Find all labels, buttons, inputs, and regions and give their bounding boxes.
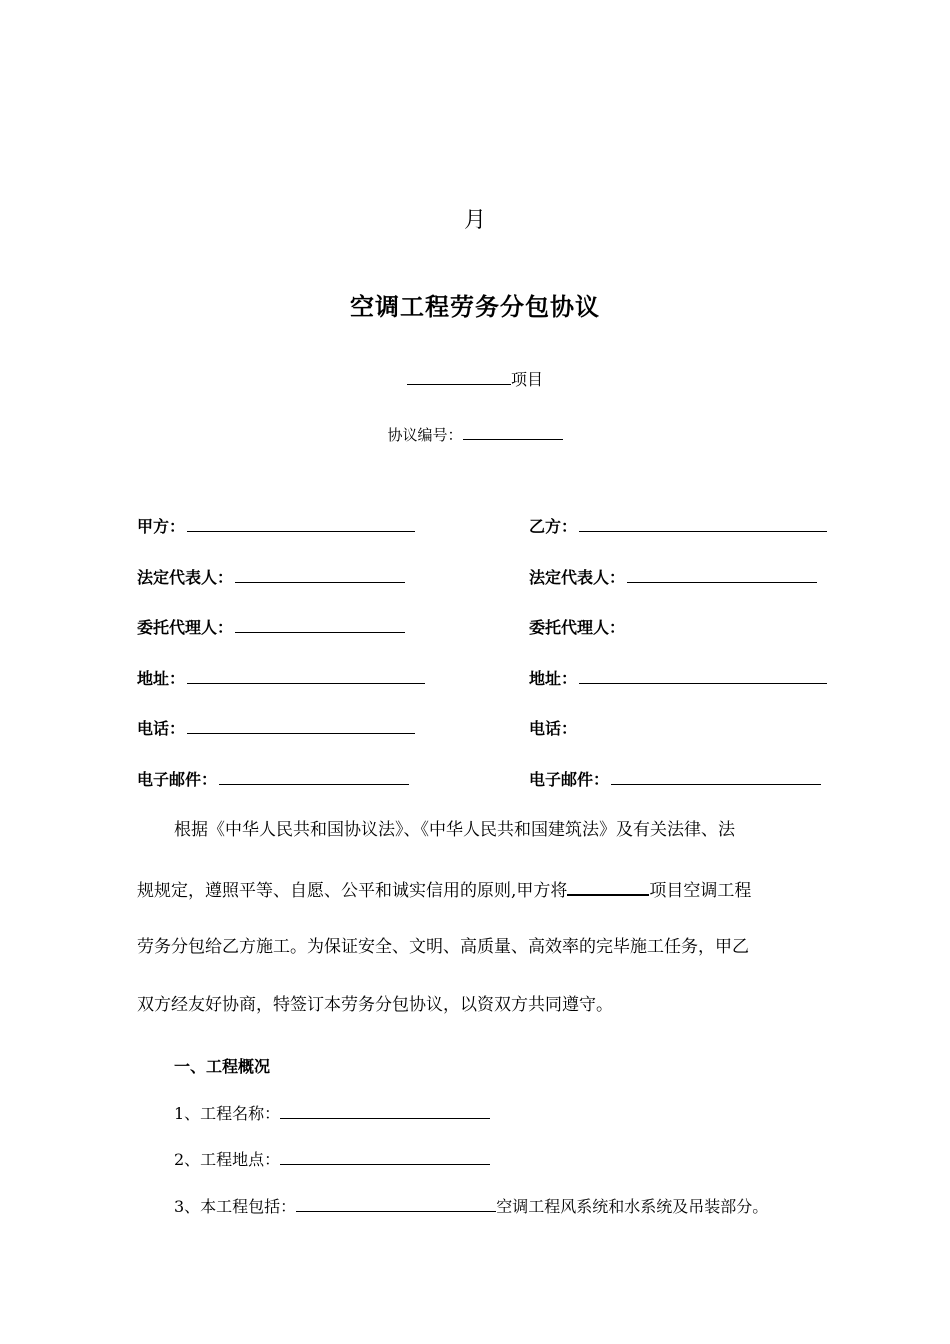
project-scope-blank	[296, 1195, 496, 1212]
project-scope-suffix: 空调工程风系统和水系统及吊装部分。	[496, 1197, 769, 1216]
party-a-name-blank	[187, 515, 415, 532]
project-name-blank	[407, 366, 511, 385]
party-b-name-blank	[579, 515, 827, 532]
party-b-address-label: 地址：	[529, 669, 578, 688]
party-a-name-field	[137, 515, 415, 539]
party-b-email-field	[529, 768, 821, 792]
party-a-agent-field	[137, 616, 405, 640]
party-b-phone-field	[529, 717, 577, 741]
project-inline-blank	[567, 876, 649, 896]
party-b-email-blank	[611, 768, 821, 785]
agreement-number-blank	[463, 421, 563, 440]
party-a-email-field	[137, 768, 409, 792]
project-location-item	[174, 1148, 490, 1172]
project-name-label: 1、工程名称：	[174, 1104, 281, 1123]
party-b-legal-rep-label: 法定代表人：	[529, 568, 626, 587]
preamble-line-2-before: 规规定，遵照平等、自愿、公平和诚实信用的原则,甲方将	[137, 881, 568, 901]
project-line	[0, 366, 950, 392]
month-label: 月	[463, 208, 486, 233]
document-title: 空调工程劳务分包协议	[350, 292, 600, 321]
party-a-agent-blank	[235, 616, 405, 633]
party-a-phone-blank	[187, 717, 415, 734]
party-a-agent-label: 委托代理人：	[137, 618, 234, 637]
party-b-email-label: 电子邮件：	[529, 770, 610, 789]
preamble-line-2-after: 项目空调工程	[649, 881, 752, 901]
party-b-agent-label: 委托代理人：	[529, 618, 626, 637]
party-b-address-blank	[579, 667, 827, 684]
party-a-email-blank	[219, 768, 409, 785]
party-a-address-label: 地址：	[137, 669, 186, 688]
project-scope-item	[174, 1195, 768, 1219]
party-b-name-label: 乙方：	[529, 517, 578, 536]
party-b-phone-label: 电话：	[529, 719, 578, 738]
party-b-legal-rep-blank	[627, 566, 817, 583]
project-suffix: 项目	[510, 370, 543, 389]
party-a-address-field	[137, 667, 425, 691]
party-b-address-field	[529, 667, 827, 691]
party-b-name-field	[529, 515, 827, 539]
preamble-line-3: 劳务分包给乙方施工。为保证安全、文明、高质量、高效率的完毕施工任务，甲乙	[137, 937, 749, 957]
project-scope-label: 3、本工程包括：	[174, 1197, 297, 1216]
party-a-address-blank	[187, 667, 425, 684]
preamble-line-4: 双方经友好协商，特签订本劳务分包协议，以资双方共同遵守。	[137, 995, 613, 1015]
party-a-legal-rep-field	[137, 566, 405, 590]
section-1-heading: 一、工程概况	[174, 1057, 271, 1076]
party-a-phone-field	[137, 717, 415, 741]
project-name-item-blank	[280, 1102, 490, 1119]
party-b-agent-field	[529, 616, 625, 640]
agreement-number-label: 协议编号：	[387, 426, 463, 444]
party-b-legal-rep-field	[529, 566, 817, 590]
party-a-email-label: 电子邮件：	[137, 770, 218, 789]
party-a-legal-rep-label: 法定代表人：	[137, 568, 234, 587]
party-a-legal-rep-blank	[235, 566, 405, 583]
project-name-item	[174, 1102, 490, 1126]
party-a-phone-label: 电话：	[137, 719, 186, 738]
project-location-blank	[280, 1148, 490, 1165]
agreement-number-line	[0, 421, 950, 447]
party-a-name-label: 甲方：	[137, 517, 186, 536]
preamble-line-1: 根据《中华人民共和国协议法》、《中华人民共和国建筑法》及有关法律、法	[174, 820, 735, 840]
project-location-label: 2、工程地点：	[174, 1150, 281, 1169]
preamble-line-2	[137, 876, 837, 903]
